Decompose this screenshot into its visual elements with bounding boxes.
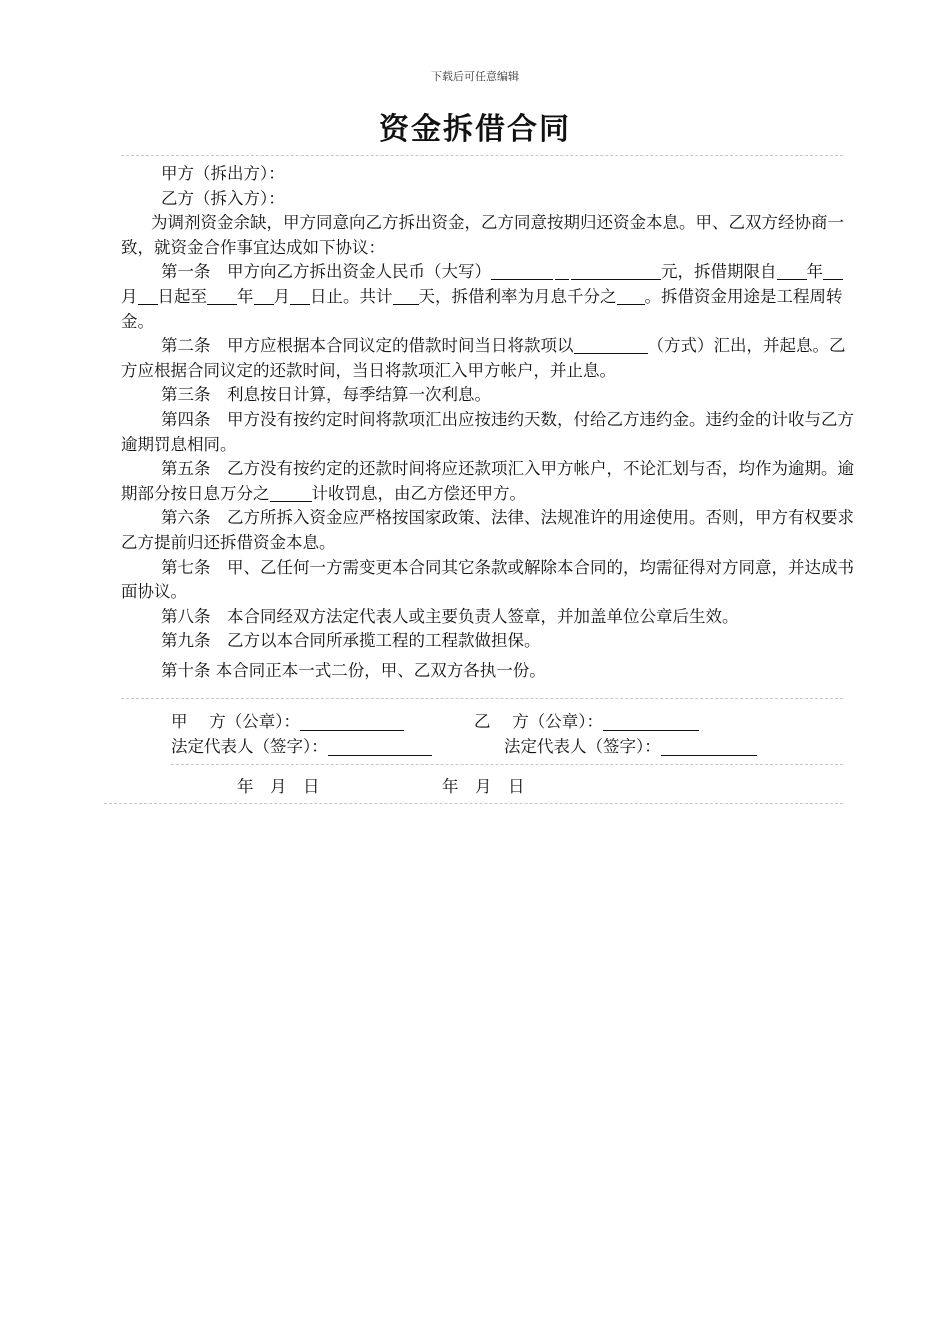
header-note: 下载后可任意编辑 (431, 70, 519, 83)
party-b-date: 年 月 日 (442, 777, 525, 796)
party-a-rep-line (171, 733, 432, 757)
article-3: 第三条 利息按日计算，每季结算一次利息。 (161, 385, 491, 405)
amount-blank-2[interactable] (555, 261, 569, 280)
start-year-blank[interactable] (777, 261, 807, 280)
article-1-text-10: 。拆借资金用途是工程周转金。 (121, 286, 843, 331)
article-8: 第八条 本合同经双方法定代表人或主要负责人签章，并加盖单位公章后生效。 (161, 606, 739, 626)
party-a-rep-blank[interactable] (328, 737, 432, 756)
article-2-text-1: 第二条 甲方应根据本合同议定的借款时间当日将款项以 (161, 336, 574, 356)
penalty-rate-blank[interactable] (270, 483, 312, 502)
party-b-rep-label: 法定代表人（签字）： (504, 737, 661, 756)
contract-title: 资金拆借合同 (379, 112, 571, 147)
party-a-rep-label: 法定代表人（签字）： (171, 737, 328, 756)
party-a-seal-line (171, 708, 404, 732)
party-a-seal-blank[interactable] (300, 712, 404, 731)
article-1-text-8: 日止。共计 (310, 286, 393, 306)
start-day-blank[interactable] (138, 286, 158, 305)
rate-blank[interactable] (617, 286, 645, 305)
end-day-blank[interactable] (290, 286, 310, 305)
method-blank[interactable] (574, 335, 648, 354)
divider (171, 764, 843, 765)
party-a-date: 年 月 日 (237, 777, 320, 796)
article-10: 第十条 本合同正本一式二份，甲、乙双方各执一份。 (161, 660, 546, 680)
days-blank[interactable] (393, 286, 419, 305)
party-b-seal-blank[interactable] (603, 712, 699, 731)
amount-blank-1[interactable] (491, 261, 553, 280)
article-2-text-2: （方式）汇出，并起息。乙方应根据合同议定的还款时间，当日将款项汇入甲方帐户，并止息。 (121, 336, 846, 380)
article-9: 第九条 乙方以本合同所承揽工程的工程款做担保。 (161, 631, 541, 651)
article-1 (121, 260, 855, 334)
party-a-line: 甲方（拆出方）： (161, 164, 285, 183)
party-b-rep-blank[interactable] (661, 737, 757, 756)
article-5 (121, 457, 855, 506)
preamble: 为调剂资金余缺，甲方同意向乙方拆出资金，乙方同意按期归还资金本息。甲、乙双方经协商一致，就资金合作事宜达成如下协议： (121, 213, 844, 257)
article-5-text-2: 计收罚息，由乙方偿还甲方。 (311, 483, 526, 503)
article-7: 第七条 甲、乙任何一方需变更本合同其它条款或解除本合同的，均需征得对方同意，并达成书面协议。 (121, 557, 854, 602)
article-1-text-3: 年 (806, 262, 823, 282)
party-b-seal-line (474, 708, 699, 732)
article-1-text-7: 月 (273, 286, 290, 306)
party-a-seal-label: 甲 方（公章）： (171, 712, 300, 731)
party-b-line: 乙方（拆入方）： (161, 188, 285, 208)
article-1-text-1: 第一条 甲方向乙方拆出资金人民币（大写） (161, 262, 491, 282)
amount-blank-3[interactable] (571, 261, 661, 280)
party-b-seal-label: 乙 方（公章）： (474, 712, 603, 731)
article-5-text-1: 第五条 乙方没有按约定的还款时间将应还款项汇入甲方帐户，不论汇划与否，均作为逾期。逾期部分按日息万分之 (121, 459, 854, 503)
article-1-text-5: 日起至 (157, 286, 207, 306)
divider (121, 698, 843, 699)
article-1-text-4: 月 (121, 286, 138, 306)
article-4: 第四条 甲方没有按约定时间将款项汇出应按违约天数，付给乙方违约金。违约金的计收与乙方逾期罚息相同。 (121, 409, 854, 454)
divider (121, 155, 843, 156)
contract-body (121, 162, 855, 683)
article-6: 第六条 乙方所拆入资金应严格按国家政策、法律、法规准许的用途使用。否则，甲方有权要求乙方提前归还拆借资金本息。 (121, 508, 854, 552)
divider (104, 803, 843, 804)
article-1-text-9: 天，拆借利率为月息千分之 (418, 286, 617, 306)
article-1-text-6: 年 (237, 286, 254, 306)
end-month-blank[interactable] (254, 286, 274, 305)
article-1-text-2: 元，拆借期限自 (661, 262, 777, 282)
end-year-blank[interactable] (207, 286, 237, 305)
article-2 (121, 334, 855, 383)
start-month-blank[interactable] (823, 261, 843, 280)
party-b-rep-line (504, 733, 757, 757)
